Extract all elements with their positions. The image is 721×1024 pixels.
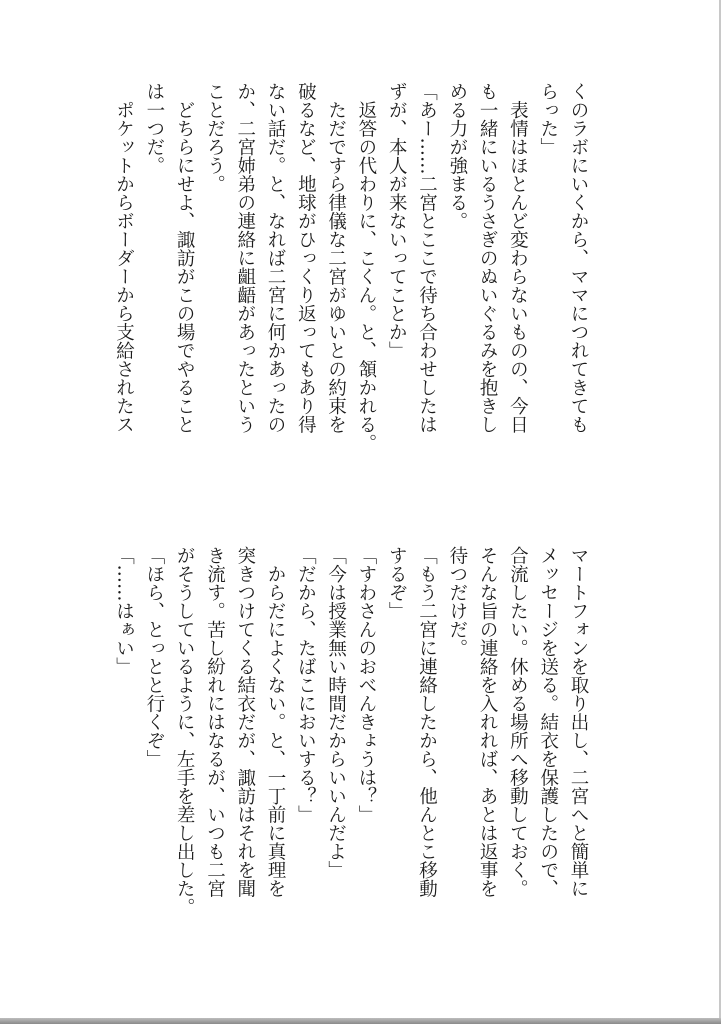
text-line: ない話だ。と、なれば二宮に何かあったの (265, 82, 287, 434)
lower-text-block (108, 546, 593, 956)
text-line: 「……はぁい」 (113, 546, 135, 676)
text-line: ずが、本人が来ないってことか」 (386, 82, 408, 360)
text-line: 「すわさんのおべんきょうは？」 (355, 546, 377, 824)
text-line: マートフォンを取り出し、二宮へと簡単に (568, 546, 589, 898)
text-line: するぞ」 (386, 546, 408, 620)
text-line: らった」 (537, 82, 559, 156)
text-line: 突きつけてくる結衣だが、諏訪はそれを聞 (234, 546, 256, 898)
text-line: どちらにせよ、諏訪がこの場でやること (174, 82, 196, 434)
text-line: 返答の代わりに、こくん。と、頷かれる。 (355, 82, 377, 452)
text-line: 待つだけだ。 (446, 546, 468, 657)
bottom-border (0, 1018, 721, 1024)
text-line: からだによくない。と、一丁前に真理を (265, 546, 287, 898)
text-line: める力が強まる。 (446, 82, 468, 230)
text-line: 「だから、たばこにおいする？」 (295, 546, 317, 824)
text-line: メッセージを送る。結衣を保護したので、 (537, 546, 559, 898)
text-line: ただですら律儀な二宮がゆいとの約束を (325, 82, 347, 434)
text-line: 「今は授業無い時間だからいいんだよ」 (325, 546, 347, 879)
text-line: は一つだ。 (143, 82, 165, 175)
text-line: 合流したい。休める場所へ移動しておく。 (507, 546, 529, 898)
text-line: 破るなど、地球がひっくり返ってもあり得 (295, 82, 317, 434)
text-line: そんな旨の連絡を入れれば、あとは返事を (477, 546, 499, 898)
text-line: くのラボにいくから、ママにつれてきても (568, 82, 589, 434)
text-line: か、二宮姉弟の連絡に齟齬があったという (234, 82, 256, 434)
text-line: ことだろう。 (204, 82, 226, 193)
upper-text-block (108, 82, 593, 492)
text-line: も一緒にいるうさぎのぬいぐるみを抱きし (477, 82, 499, 434)
text-line: 「あー……二宮とここで待ち合わせしたは (416, 82, 438, 434)
text-line: き流す。苦し紛れにはなるが、いつも二宮 (204, 546, 226, 898)
text-line: がそうしているように、左手を差し出した。 (174, 546, 196, 916)
text-line: 「ほら、とっとと行くぞ」 (143, 546, 165, 768)
text-line: ポケットからボーダーから支給されたス (113, 82, 135, 434)
text-line: 表情はほとんど変わらないものの、今日 (507, 82, 529, 434)
text-line: 「もう二宮に連絡したから、他んとこ移動 (416, 546, 438, 898)
